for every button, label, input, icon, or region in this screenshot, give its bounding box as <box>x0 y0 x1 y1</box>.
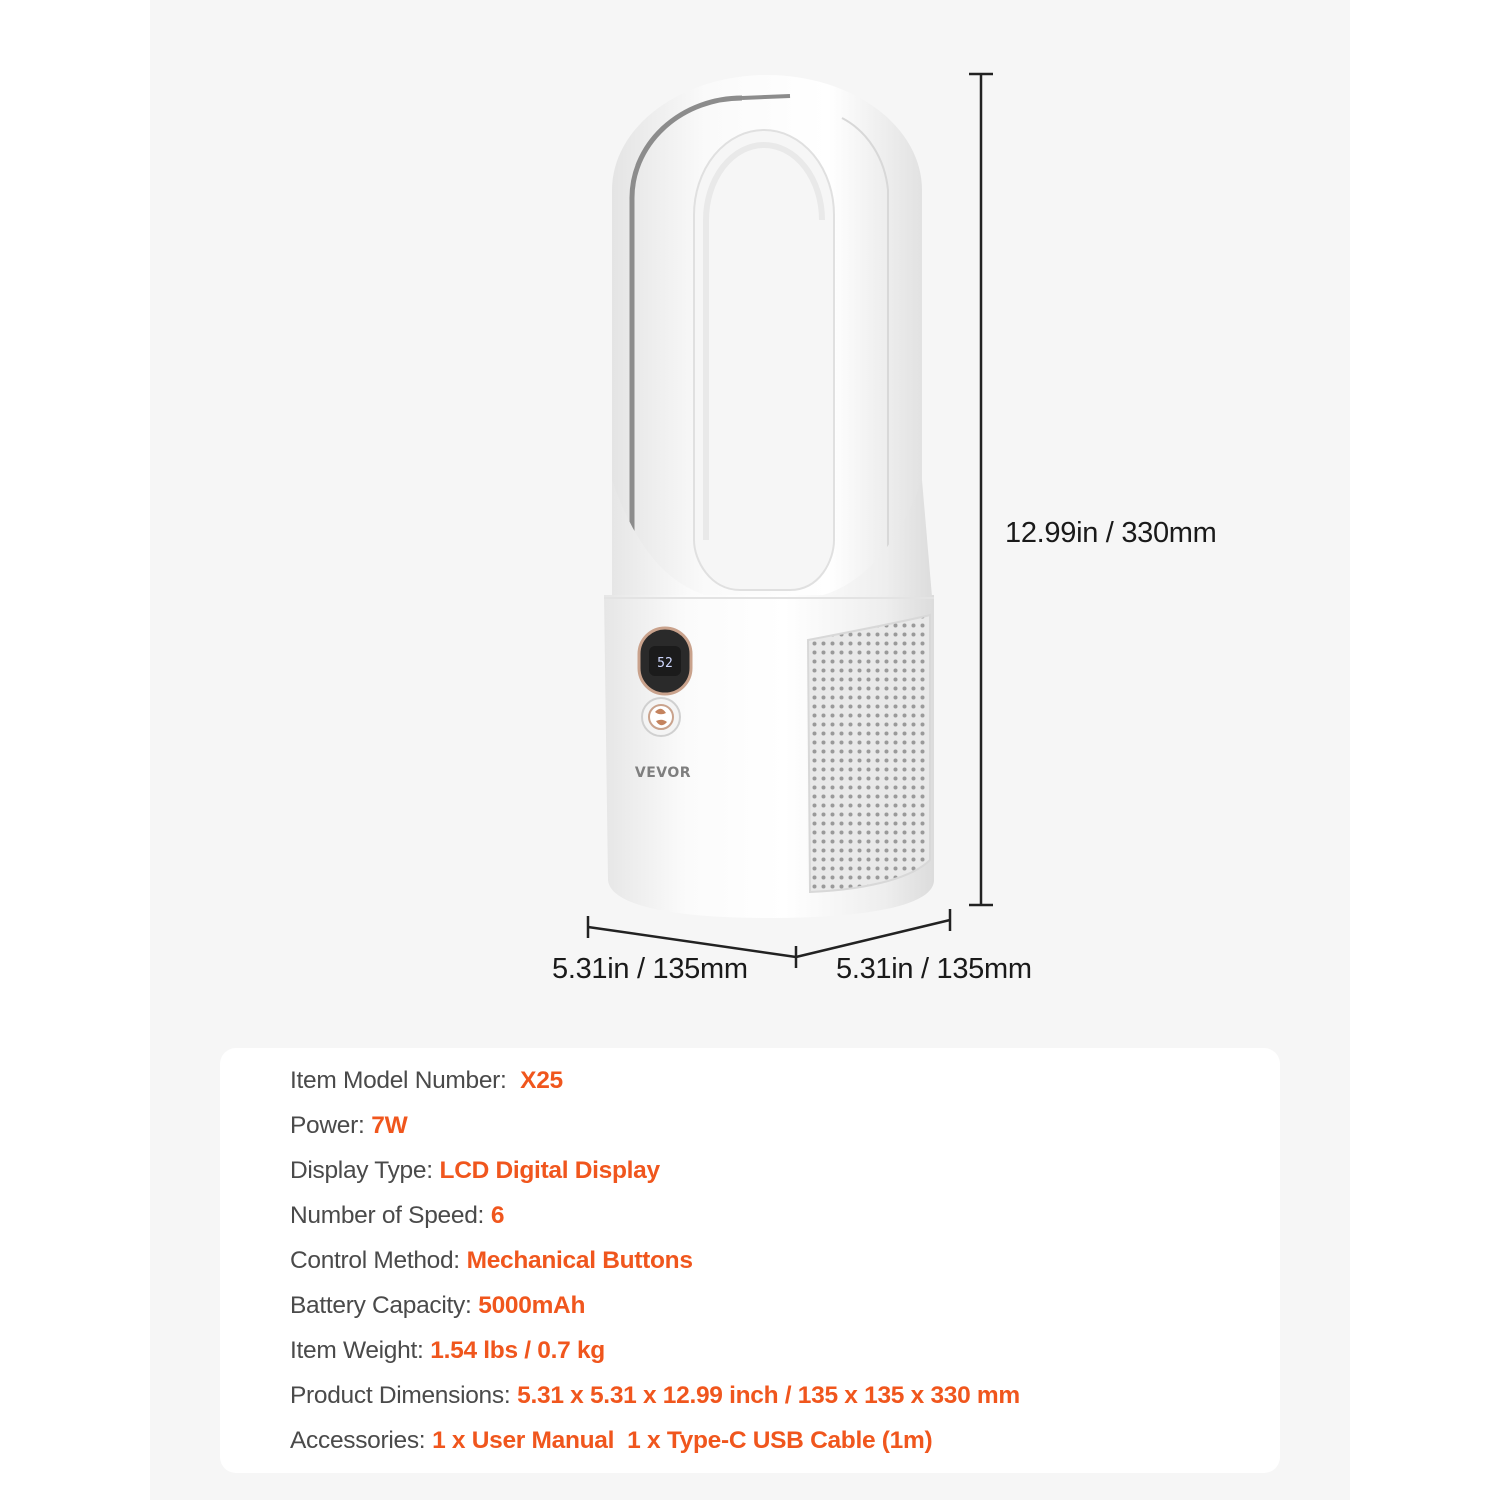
spec-label: Product Dimensions: <box>290 1382 511 1409</box>
spec-row-model <box>290 1066 563 1096</box>
spec-label: Power: <box>290 1112 365 1139</box>
spec-value: Mechanical Buttons <box>466 1247 693 1274</box>
depth-label: 5.31in / 135mm <box>836 953 1032 985</box>
spec-value: 7W <box>371 1112 408 1139</box>
spec-row-dimensions <box>290 1381 1020 1411</box>
spec-label: Item Model Number: <box>290 1067 507 1094</box>
spec-row-accessories <box>290 1426 932 1456</box>
spec-label: Battery Capacity: <box>290 1292 472 1319</box>
spec-value: X25 <box>520 1067 563 1094</box>
spec-row-power <box>290 1111 407 1141</box>
spec-row-speed <box>290 1201 504 1231</box>
spec-value: 5.31 x 5.31 x 12.99 inch / 135 x 135 x 330 mm <box>517 1382 1020 1409</box>
spec-label: Display Type: <box>290 1157 433 1184</box>
spec-value: 1 x User Manual 1 x Type-C USB Cable (1m) <box>432 1427 933 1454</box>
spec-row-control <box>290 1246 693 1276</box>
spec-label: Accessories: <box>290 1427 426 1454</box>
spec-value: LCD Digital Display <box>439 1157 660 1184</box>
width-label: 5.31in / 135mm <box>552 953 748 985</box>
height-label: 12.99in / 330mm <box>1005 517 1217 549</box>
spec-value: 6 <box>490 1202 505 1229</box>
spec-label: Control Method: <box>290 1247 460 1274</box>
lcd-display <box>639 628 691 694</box>
brand-logo: VEVOR <box>634 765 692 781</box>
spec-value: 1.54 lbs / 0.7 kg <box>430 1337 605 1364</box>
spec-row-display-type <box>290 1156 660 1186</box>
spec-label: Number of Speed: <box>290 1202 485 1229</box>
spec-value: 5000mAh <box>478 1292 586 1319</box>
fan-ring-opening <box>694 130 834 590</box>
spec-label: Item Weight: <box>290 1337 424 1364</box>
air-intake-grille <box>808 615 930 892</box>
spec-row-battery <box>290 1291 585 1321</box>
power-button[interactable] <box>642 698 680 736</box>
spec-row-weight <box>290 1336 605 1366</box>
specifications-card <box>220 1048 1280 1473</box>
lcd-reading: 52 <box>657 656 673 671</box>
height-dimension-line <box>969 74 993 905</box>
